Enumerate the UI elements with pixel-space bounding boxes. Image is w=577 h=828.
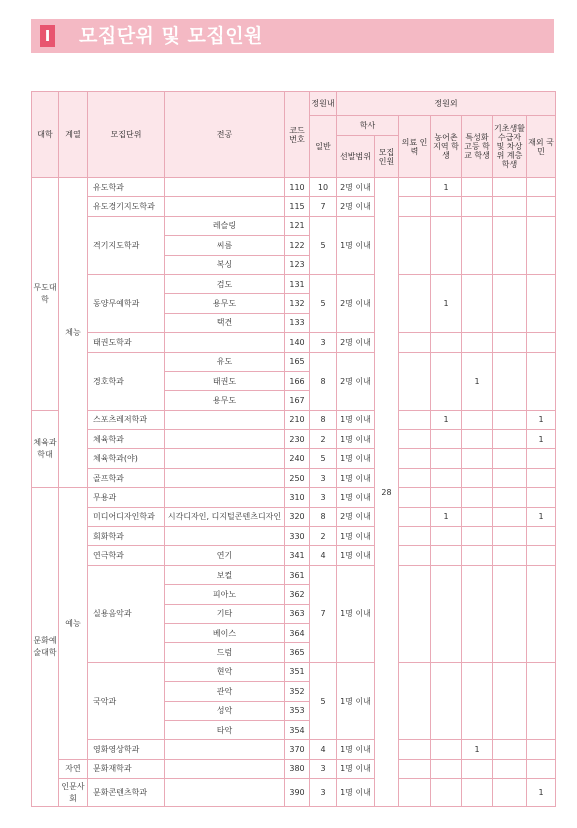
- code-cell: 341: [285, 546, 310, 565]
- col-count: 모집 인원: [375, 136, 399, 178]
- rural-mark: 1: [431, 178, 462, 197]
- major-cell: 용무도: [165, 294, 285, 313]
- unit-cell: 유도경기지도학과: [88, 197, 165, 216]
- general-cell: 7: [310, 565, 337, 662]
- unit-cell: 격기지도학과: [88, 216, 165, 274]
- code-cell: 353: [285, 701, 310, 720]
- unit-cell: 체육학과: [88, 430, 165, 449]
- major-cell: 드럼: [165, 643, 285, 662]
- admission-quota-table: [31, 91, 556, 807]
- code-cell: 364: [285, 623, 310, 642]
- major-cell: 용무도: [165, 391, 285, 410]
- col-major: 전공: [165, 92, 285, 178]
- overseas-mark: 1: [527, 410, 556, 429]
- code-cell: 380: [285, 759, 310, 778]
- range-cell: 1명 이내: [337, 488, 375, 507]
- code-cell: 240: [285, 449, 310, 468]
- unit-cell: 체육학과(야): [88, 449, 165, 468]
- major-cell: 복싱: [165, 255, 285, 274]
- col-quota-in: 정원내: [310, 92, 337, 116]
- code-cell: 131: [285, 274, 310, 293]
- unit-cell: 무용과: [88, 488, 165, 507]
- range-cell: 2명 이내: [337, 178, 375, 197]
- general-cell: 10: [310, 178, 337, 197]
- rural-mark: 1: [431, 507, 462, 526]
- code-cell: 310: [285, 488, 310, 507]
- major-cell: 택견: [165, 313, 285, 332]
- col-general: 일반: [310, 116, 337, 178]
- code-cell: 132: [285, 294, 310, 313]
- overseas-mark: 1: [527, 507, 556, 526]
- code-cell: 166: [285, 371, 310, 390]
- unit-cell: 문화콘텐츠학과: [88, 779, 165, 807]
- code-cell: 123: [285, 255, 310, 274]
- code-cell: 320: [285, 507, 310, 526]
- range-cell: 1명 이내: [337, 527, 375, 546]
- code-cell: 362: [285, 585, 310, 604]
- general-cell: 3: [310, 333, 337, 352]
- range-cell: 2명 이내: [337, 274, 375, 332]
- general-cell: 5: [310, 274, 337, 332]
- code-cell: 230: [285, 430, 310, 449]
- col-unit: 모집단위: [88, 92, 165, 178]
- unit-cell: 미디어디자인학과: [88, 507, 165, 526]
- section-marker: I: [40, 25, 55, 47]
- section-header: [31, 19, 554, 53]
- general-cell: 8: [310, 410, 337, 429]
- code-cell: 165: [285, 352, 310, 371]
- unit-cell: 경호학과: [88, 352, 165, 410]
- unit-cell: 국악과: [88, 662, 165, 740]
- major-cell: 레슬링: [165, 216, 285, 235]
- range-cell: 2명 이내: [337, 507, 375, 526]
- unit-cell: 골프학과: [88, 468, 165, 487]
- code-cell: 121: [285, 216, 310, 235]
- general-cell: 2: [310, 430, 337, 449]
- field-arts: 예능: [59, 488, 88, 759]
- col-field: 계열: [59, 92, 88, 178]
- general-cell: 3: [310, 488, 337, 507]
- major-cell: 유도: [165, 352, 285, 371]
- range-cell: 1명 이내: [337, 410, 375, 429]
- code-cell: 363: [285, 604, 310, 623]
- range-cell: 1명 이내: [337, 449, 375, 468]
- major-cell: 씨름: [165, 236, 285, 255]
- code-cell: 115: [285, 197, 310, 216]
- unit-cell: 동양무예학과: [88, 274, 165, 332]
- general-cell: 3: [310, 468, 337, 487]
- code-cell: 370: [285, 740, 310, 759]
- college-pe: 체육과학대: [32, 410, 59, 488]
- general-cell: 4: [310, 740, 337, 759]
- overseas-mark: 1: [527, 779, 556, 807]
- unit-cell: 회화학과: [88, 527, 165, 546]
- general-cell: 3: [310, 779, 337, 807]
- major-cell: 검도: [165, 274, 285, 293]
- major-cell: 태권도: [165, 371, 285, 390]
- special-mark: 1: [462, 740, 493, 759]
- college-martial: 무도대학: [32, 178, 59, 411]
- col-medical: 의료 인력: [399, 116, 431, 178]
- col-range: 선발범위: [337, 136, 375, 178]
- unit-cell: 영화영상학과: [88, 740, 165, 759]
- general-cell: 5: [310, 216, 337, 274]
- general-cell: 5: [310, 662, 337, 740]
- range-cell: 1명 이내: [337, 740, 375, 759]
- unit-cell: 연극학과: [88, 546, 165, 565]
- general-cell: 3: [310, 759, 337, 778]
- major-cell: 연기: [165, 546, 285, 565]
- major-cell: 타악: [165, 720, 285, 739]
- special-mark: 1: [462, 352, 493, 410]
- student-total: 28: [375, 178, 399, 807]
- col-special: 특성화 고등 학교 학생: [462, 116, 493, 178]
- unit-cell: 스포츠레저학과: [88, 410, 165, 429]
- col-quota-out: 정원외: [337, 92, 556, 116]
- code-cell: 352: [285, 682, 310, 701]
- field-humanities: 인문사회: [59, 779, 88, 807]
- general-cell: 2: [310, 527, 337, 546]
- code-cell: 122: [285, 236, 310, 255]
- range-cell: 1명 이내: [337, 662, 375, 740]
- major-cell: 관악: [165, 682, 285, 701]
- major-cell: 시각디자인, 디지털콘텐츠디자인: [165, 507, 285, 526]
- range-cell: 1명 이내: [337, 779, 375, 807]
- field-sports: 체능: [59, 178, 88, 488]
- code-cell: 330: [285, 527, 310, 546]
- code-cell: 250: [285, 468, 310, 487]
- range-cell: 1명 이내: [337, 430, 375, 449]
- code-cell: 133: [285, 313, 310, 332]
- range-cell: 2명 이내: [337, 352, 375, 410]
- range-cell: 1명 이내: [337, 546, 375, 565]
- code-cell: 110: [285, 178, 310, 197]
- col-overseas: 재외 국민: [527, 116, 556, 178]
- rural-mark: 1: [431, 274, 462, 332]
- general-cell: 4: [310, 546, 337, 565]
- major-cell: 베이스: [165, 623, 285, 642]
- range-cell: 2명 이내: [337, 333, 375, 352]
- field-nature: 자연: [59, 759, 88, 778]
- col-rural: 농어촌 지역 학생: [431, 116, 462, 178]
- code-cell: 354: [285, 720, 310, 739]
- code-cell: 167: [285, 391, 310, 410]
- major-cell: 현악: [165, 662, 285, 681]
- college-culture: 문화예술대학: [32, 488, 59, 807]
- general-cell: 8: [310, 352, 337, 410]
- col-student: 학사: [337, 116, 399, 136]
- code-cell: 140: [285, 333, 310, 352]
- range-cell: 1명 이내: [337, 216, 375, 274]
- unit-cell: 문화재학과: [88, 759, 165, 778]
- major-cell: 성악: [165, 701, 285, 720]
- range-cell: 2명 이내: [337, 197, 375, 216]
- general-cell: 5: [310, 449, 337, 468]
- code-cell: 365: [285, 643, 310, 662]
- unit-cell: 태권도학과: [88, 333, 165, 352]
- code-cell: 390: [285, 779, 310, 807]
- col-code: 코드 번호: [285, 92, 310, 178]
- range-cell: 1명 이내: [337, 565, 375, 662]
- code-cell: 361: [285, 565, 310, 584]
- major-cell: 보컬: [165, 565, 285, 584]
- col-basic: 기초생활 수급자 및 차상위 계층학생: [493, 116, 527, 178]
- code-cell: 351: [285, 662, 310, 681]
- rural-mark: 1: [431, 410, 462, 429]
- unit-cell: 실용음악과: [88, 565, 165, 662]
- col-college: 대학: [32, 92, 59, 178]
- unit-cell: 유도학과: [88, 178, 165, 197]
- range-cell: 1명 이내: [337, 468, 375, 487]
- general-cell: 8: [310, 507, 337, 526]
- general-cell: 7: [310, 197, 337, 216]
- code-cell: 210: [285, 410, 310, 429]
- section-title: 모집단위 및 모집인원: [79, 25, 263, 47]
- major-cell: 피아노: [165, 585, 285, 604]
- major-cell: 기타: [165, 604, 285, 623]
- range-cell: 1명 이내: [337, 759, 375, 778]
- overseas-mark: 1: [527, 430, 556, 449]
